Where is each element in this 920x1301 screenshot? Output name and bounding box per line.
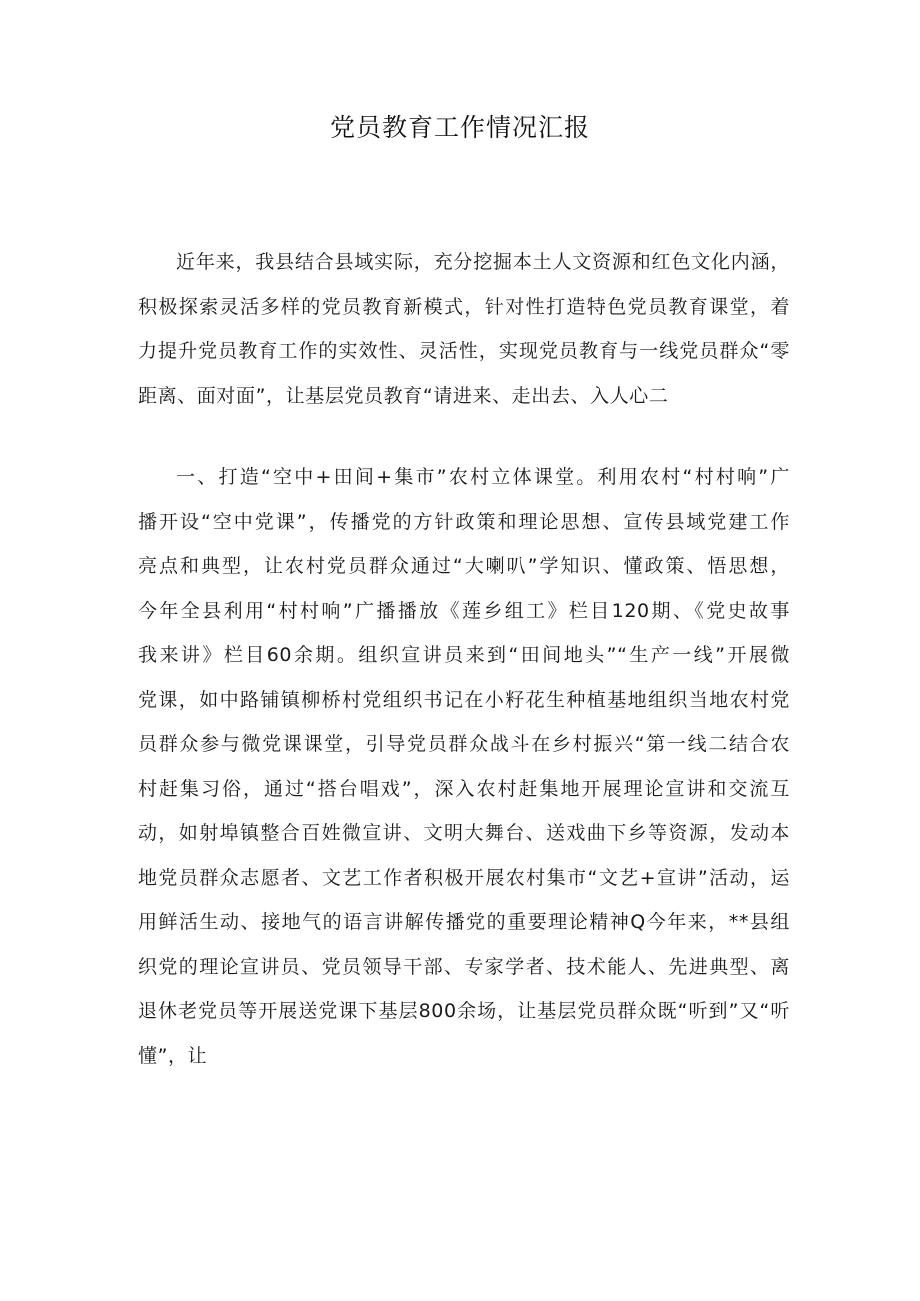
text-line: 退休老党员等开展送党课下基层800余场，让基层党员群众既“听到”又“听 <box>138 1000 790 1022</box>
text-line: 今年全县利用“村村响”广播播放《莲乡组工》栏目120期、《党史故事 <box>138 599 790 622</box>
text-line: 用鲜活生动、接地气的语言讲解传播党的重要理论精神Q今年来，**县组 <box>138 911 790 933</box>
text-line: 一、打造“空中+田间+集市”农村立体课堂。利用农村“村村响”广 <box>176 466 790 488</box>
text-line: 力提升党员教育工作的实效性、灵活性，实现党员教育与一线党员群众“零 <box>138 340 790 362</box>
text-line: 织党的理论宣讲员、党员领导干部、专家学者、技术能人、先进典型、离 <box>138 955 790 978</box>
text-line: 播开设“空中党课”，传播党的方针政策和理论思想、宣传县域党建工作 <box>138 510 790 533</box>
paragraph-section-1 <box>138 455 790 1078</box>
text-line: 地党员群众志愿者、文艺工作者积极开展农村集市“文艺+宣讲”活动，运 <box>138 866 790 889</box>
text-line: 党课，如中路铺镇柳桥村党组织书记在小籽花生种植基地组织当地农村党 <box>138 688 790 711</box>
text-line: 亮点和典型，让农村党员群众通过“大喇叭”学知识、懂政策、悟思想， <box>138 555 790 577</box>
text-line: 懂”，让 <box>138 1044 208 1067</box>
text-line: 积极探索灵活多样的党员教育新模式，针对性打造特色党员教育课堂，着 <box>138 295 790 318</box>
text-line: 员群众参与微党课课堂，引导党员群众战斗在乡村振兴“第一线二结合农 <box>138 733 790 755</box>
document-title: 党员教育工作情况汇报 <box>329 113 590 142</box>
text-line: 距离、面对面”，让基层党员教育“请进来、走出去、入人心二 <box>138 384 669 407</box>
paragraph-intro <box>138 240 790 418</box>
text-line: 我来讲》栏目60余期。组织宣讲员来到“田间地头”“生产一线”开展微 <box>138 644 790 666</box>
text-line: 动，如射埠镇整合百姓微宣讲、文明大舞台、送戏曲下乡等资源，发动本 <box>138 822 790 844</box>
text-line: 村赶集习俗，通过“搭台唱戏”，深入农村赶集地开展理论宣讲和交流互 <box>138 777 790 800</box>
text-line: 近年来，我县结合县域实际，充分挖掘本土人文资源和红色文化内涵， <box>176 251 790 273</box>
